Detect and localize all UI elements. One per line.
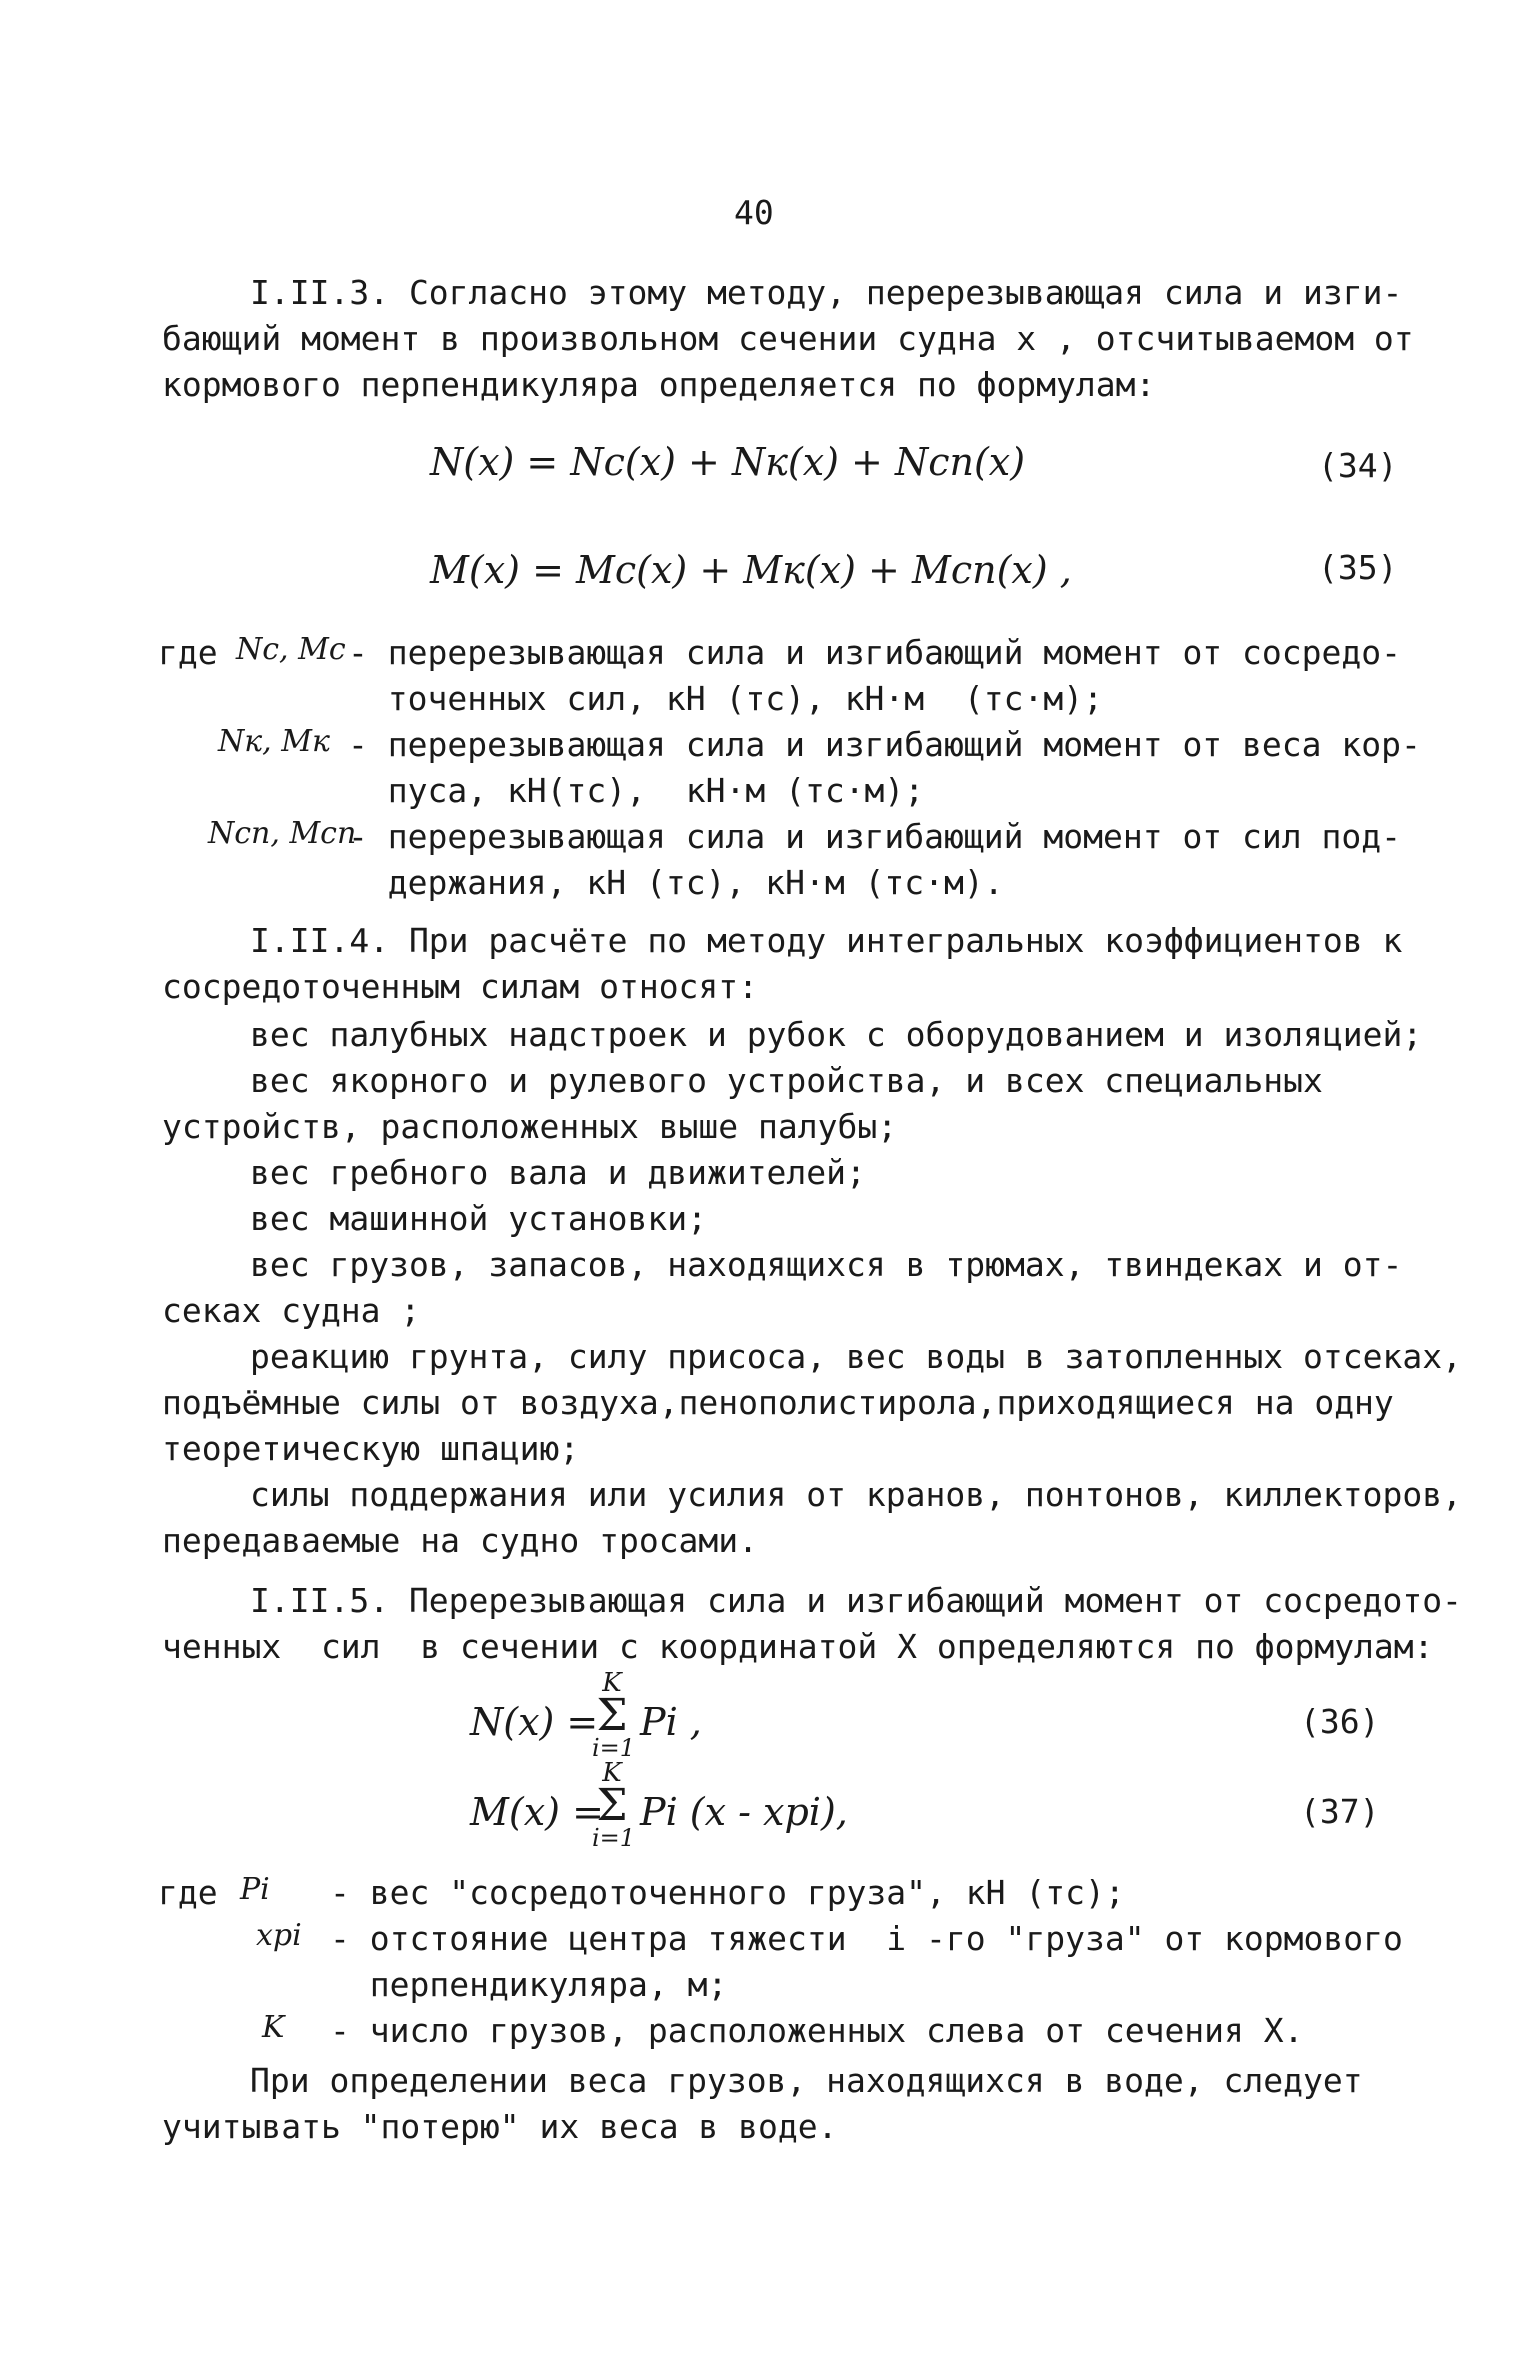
list-item: вес гребного вала и движителей;: [250, 1153, 866, 1192]
definition-line: - отстояние центра тяжести i -го "груза" от кормового: [330, 1919, 1403, 1958]
formula-35: M(x) = Mc(x) + Mк(x) + Mсп(x) ,: [430, 548, 1072, 592]
definition-symbol: K: [262, 2010, 285, 2045]
sum-upper-limit: K: [602, 1758, 622, 1788]
where-label: где: [158, 633, 218, 672]
definition-line: перпендикуляра, м;: [330, 1965, 728, 2004]
definition-symbol: Nc, Mc: [236, 632, 346, 667]
sum-operator: [592, 1668, 636, 1762]
formula-37-left: M(x) =: [470, 1790, 604, 1834]
page-number: 40: [734, 193, 774, 232]
sum-operator: [592, 1758, 636, 1852]
sum-lower-limit: i=1: [592, 1824, 636, 1852]
definition-symbol: Nсп, Mсп: [208, 816, 357, 851]
sum-sign: Σ: [596, 1690, 628, 1741]
sum-sign: Σ: [596, 1780, 628, 1831]
definition-line: - вес "сосредоточенного груза", кН (тс);: [330, 1873, 1125, 1912]
equation-number-35: (35): [1318, 548, 1398, 587]
list-item: вес грузов, запасов, находящихся в трюмах, твиндеках и от-: [250, 1245, 1403, 1284]
list-item: передаваемые на судно тросами.: [162, 1521, 759, 1560]
paragraph-line: I.II.5. Перерезывающая сила и изгибающий момент от сосредото-: [250, 1581, 1462, 1620]
paragraph-line: учитывать "потерю" их веса в воде.: [162, 2107, 838, 2146]
definition-line: - перерезывающая сила и изгибающий момент от сил под-: [348, 817, 1401, 856]
equation-number-37: (37): [1300, 1792, 1380, 1831]
paragraph-line: сосредоточенным силам относят:: [162, 967, 759, 1006]
where-label: где: [158, 1873, 218, 1912]
formula-36-right: Pi ,: [640, 1700, 702, 1744]
definition-line: - перерезывающая сила и изгибающий момент от сосредо-: [348, 633, 1401, 672]
paragraph-line: I.II.3. Согласно этому методу, перерезывающая сила и изги-: [250, 273, 1403, 312]
sum-upper-limit: K: [602, 1668, 622, 1698]
paragraph-line: бающий момент в произвольном сечении судна x , отсчитываемом от: [162, 319, 1414, 358]
sum-lower-limit: i=1: [592, 1734, 636, 1762]
formula-37-right: Pi (x - xpi),: [640, 1790, 848, 1834]
list-item: теоретическую шпацию;: [162, 1429, 580, 1468]
definition-line: пуса, кН(тс), кН·м (тс·м);: [348, 771, 925, 810]
list-item: вес машинной установки;: [250, 1199, 707, 1238]
equation-number-36: (36): [1300, 1702, 1380, 1741]
paragraph-line: I.II.4. При расчёте по методу интегральных коэффициентов к: [250, 921, 1403, 960]
definition-line: точенных сил, кН (тс), кН·м (тс·м);: [348, 679, 1103, 718]
list-item: секах судна ;: [162, 1291, 421, 1330]
definition-symbol: Nк, Mк: [218, 724, 330, 759]
formula-36-left: N(x) =: [470, 1700, 599, 1744]
list-item: вес палубных надстроек и рубок с оборудованием и изоляцией;: [250, 1015, 1423, 1054]
paragraph-line: кормового перпендикуляра определяется по формулам:: [162, 365, 1156, 404]
definition-line: - число грузов, расположенных слева от сечения X.: [330, 2011, 1304, 2050]
definition-line: держания, кН (тс), кН·м (тс·м).: [348, 863, 1004, 902]
definition-symbol: xpi: [256, 1918, 302, 1953]
list-item: устройств, расположенных выше палубы;: [162, 1107, 898, 1146]
list-item: подъёмные силы от воздуха,пенополистирола,приходящиеся на одну: [162, 1383, 1394, 1422]
formula-34: N(x) = Nc(x) + Nк(x) + Nсп(x): [430, 440, 1026, 484]
list-item: вес якорного и рулевого устройства, и всех специальных: [250, 1061, 1323, 1100]
equation-number-34: (34): [1318, 446, 1398, 485]
definition-symbol: Pi: [240, 1872, 270, 1907]
list-item: реакцию грунта, силу присоса, вес воды в затопленных отсеках,: [250, 1337, 1462, 1376]
paragraph-line: ченных сил в сечении с координатой X определяются по формулам:: [162, 1627, 1434, 1666]
list-item: силы поддержания или усилия от кранов, понтонов, киллекторов,: [250, 1475, 1462, 1514]
paragraph-line: При определении веса грузов, находящихся в воде, следует: [250, 2061, 1363, 2100]
definition-line: - перерезывающая сила и изгибающий момент от веса кор-: [348, 725, 1421, 764]
